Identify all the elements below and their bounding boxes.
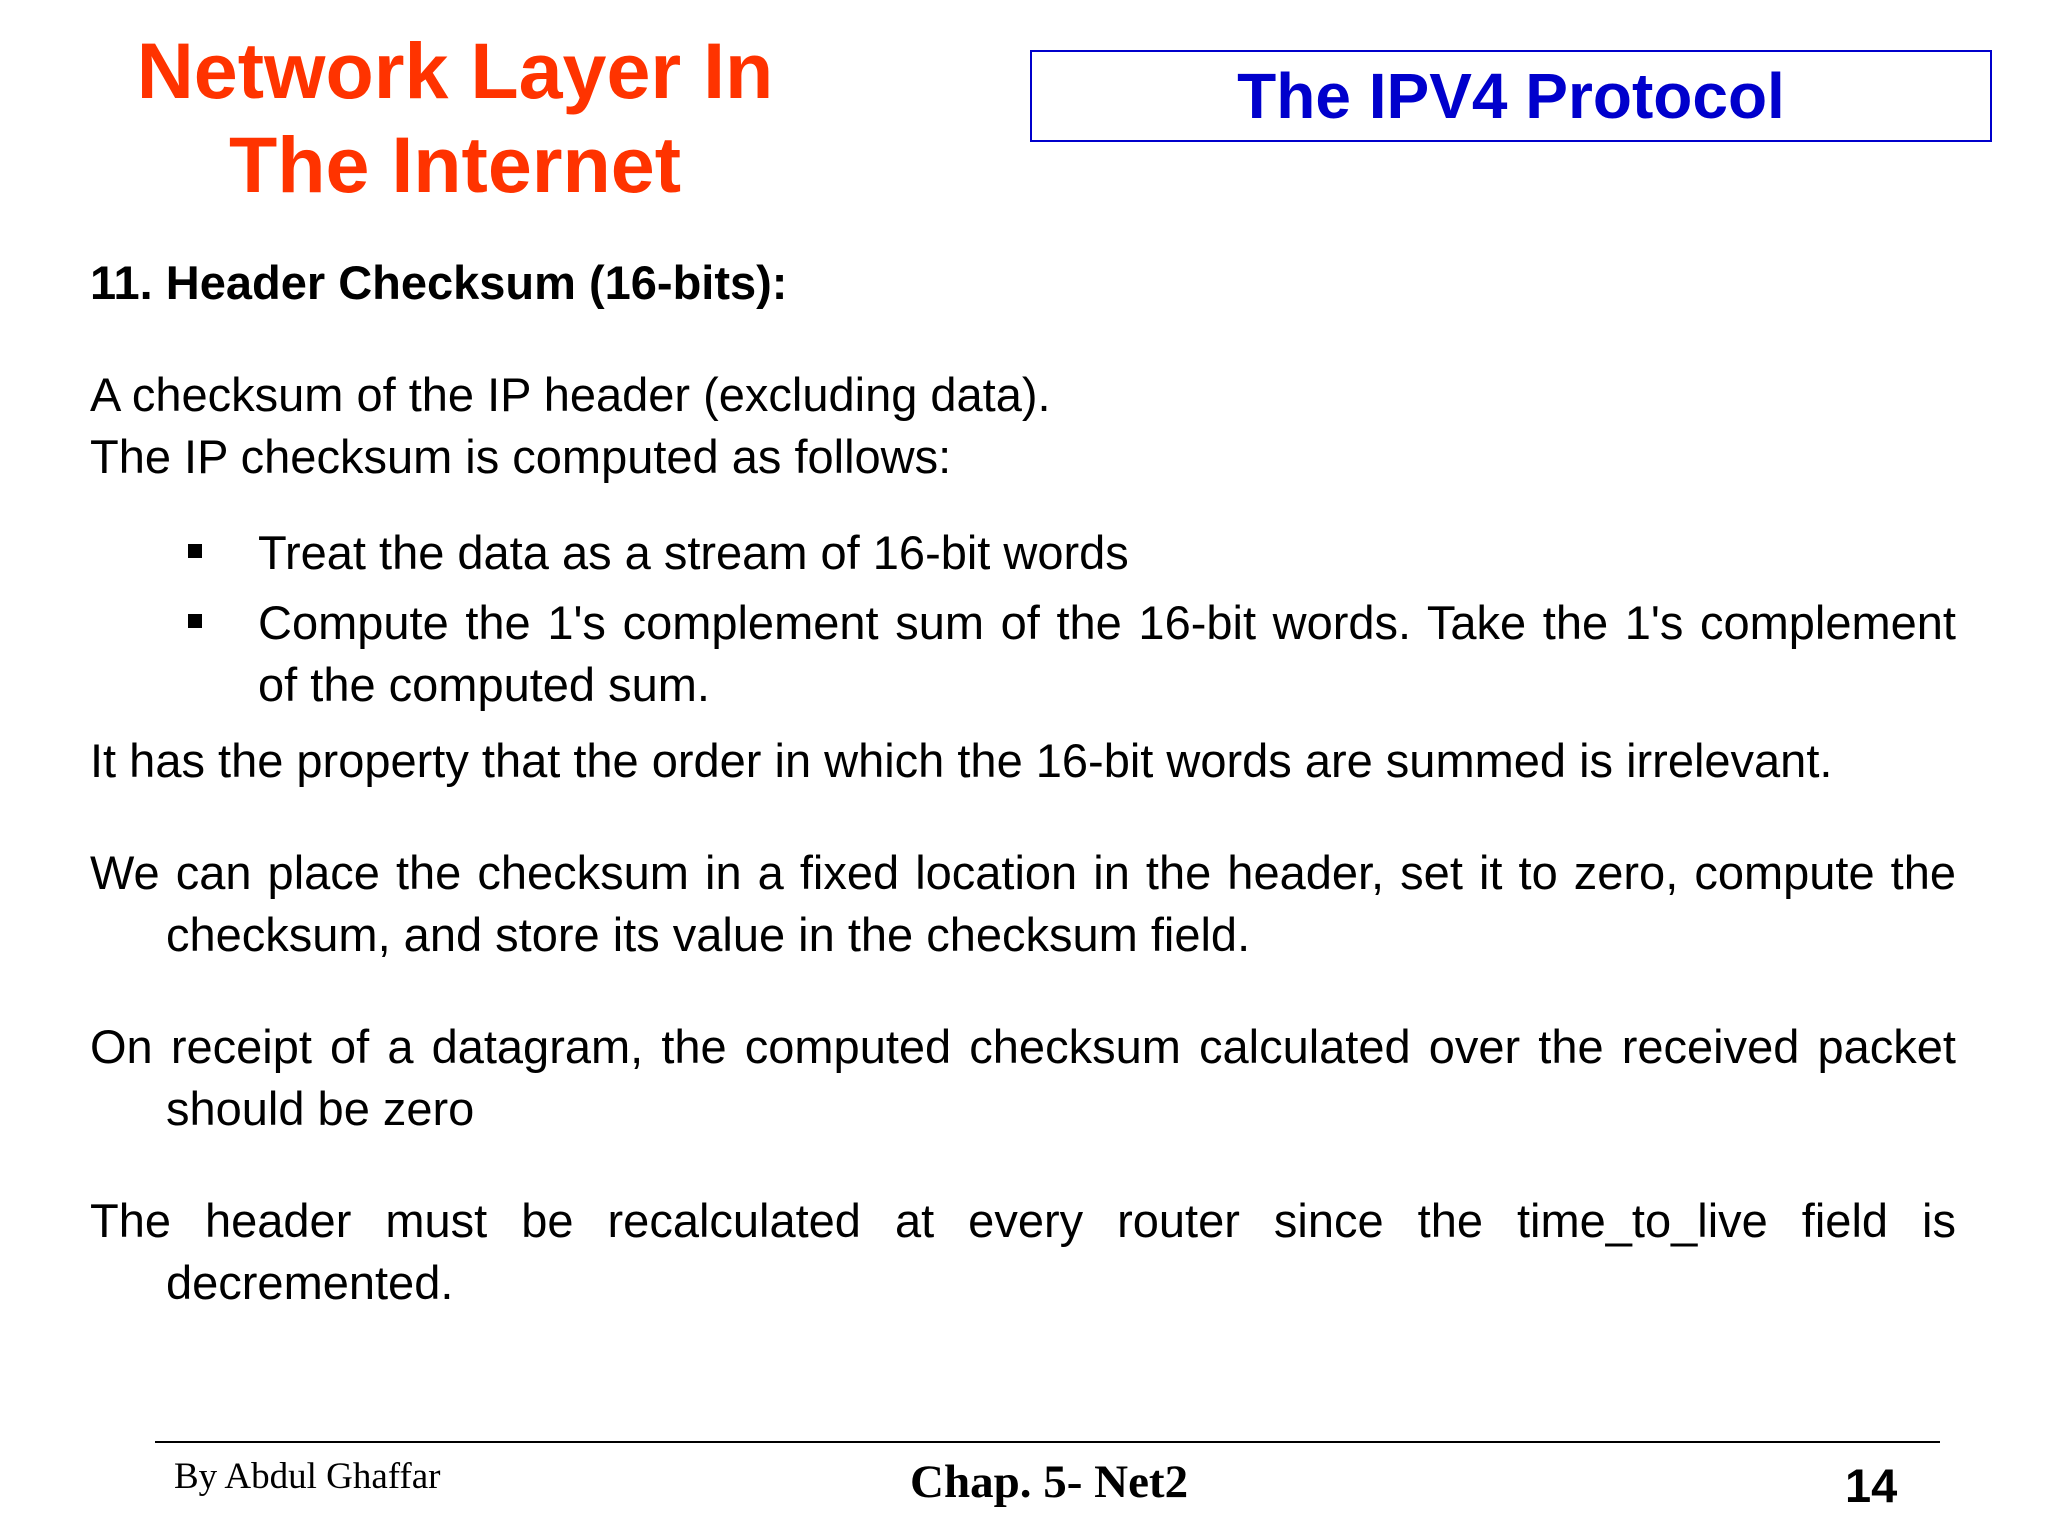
slide-title-line-2: The Internet (228, 120, 682, 209)
intro-line-2: The IP checksum is computed as follows: (90, 430, 952, 483)
paragraph-router-recalc: The header must be recalculated at every router since the time_to_live field is decremented. (90, 1194, 1956, 1309)
bullet-text: Compute the 1's complement sum of the 16-bit words. Take the 1's complement of the computed sum. (258, 596, 1956, 711)
bullet-item (258, 522, 1956, 584)
slide-title (80, 24, 830, 212)
square-bullet-icon (188, 544, 202, 558)
bullet-text: Treat the data as a stream of 16-bit words (258, 526, 1129, 579)
paragraph-order-property: It has the property that the order in which the 16-bit words are summed is irrelevant. (90, 734, 1833, 787)
bullet-item (258, 592, 1956, 716)
bullet-list (90, 522, 1956, 716)
footer-author: By Abdul Ghaffar (174, 1456, 441, 1497)
slide-title-line-1: Network Layer In (136, 26, 774, 115)
footer-chapter: Chap. 5- Net2 (910, 1456, 1189, 1508)
page-number: 14 (1845, 1459, 1898, 1512)
slide-content (90, 252, 1956, 1314)
footer-divider (155, 1441, 1940, 1443)
topic-label: The IPV4 Protocol (1237, 60, 1785, 132)
paragraph-checksum-placement: We can place the checksum in a fixed location in the header, set it to zero, compute the checksum, and store its value in the checksum field. (90, 846, 1956, 961)
intro-line-1: A checksum of the IP header (excluding data). (90, 368, 1051, 421)
square-bullet-icon (188, 614, 202, 628)
topic-box (1030, 50, 1992, 142)
section-heading: 11. Header Checksum (16-bits): (90, 256, 788, 309)
paragraph-receipt-check: On receipt of a datagram, the computed checksum calculated over the received packet should be zero (90, 1020, 1956, 1135)
